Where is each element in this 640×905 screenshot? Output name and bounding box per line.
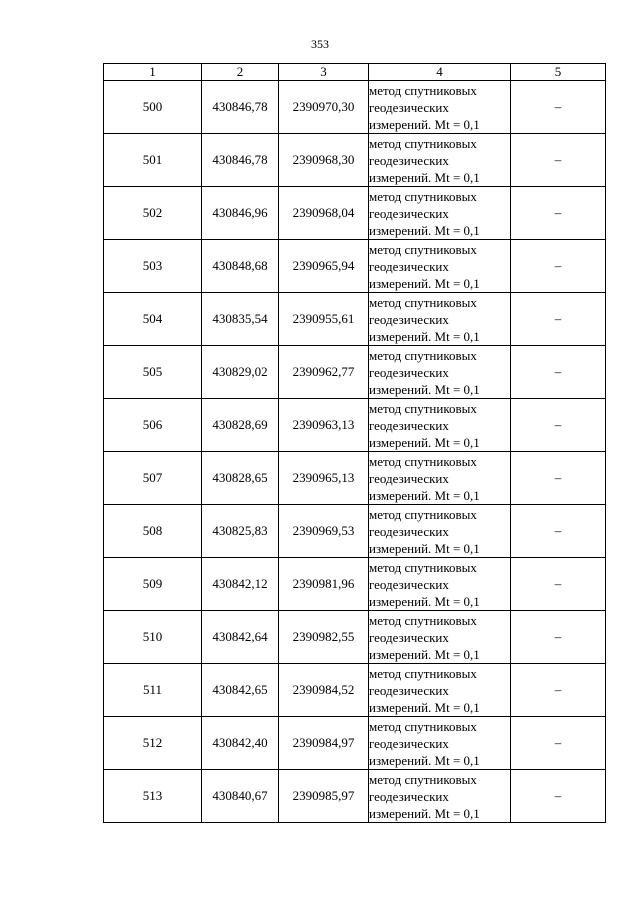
table-row	[104, 452, 606, 505]
point-number-cell: 500	[104, 81, 202, 134]
y-coordinate-cell: 2390984,52	[279, 664, 369, 717]
table-row	[104, 770, 606, 823]
method-line: метод спутниковых	[369, 771, 477, 787]
note-cell: –	[511, 717, 606, 770]
method-cell	[369, 452, 511, 505]
table-row	[104, 558, 606, 611]
method-line: метод спутниковых	[369, 135, 477, 151]
table-row	[104, 187, 606, 240]
x-coordinate-cell: 430835,54	[202, 293, 279, 346]
x-coordinate-cell: 430848,68	[202, 240, 279, 293]
table-row	[104, 293, 606, 346]
note-cell: –	[511, 81, 606, 134]
table-row	[104, 134, 606, 187]
method-cell	[369, 240, 511, 293]
method-line: измерений. Mt = 0,1	[369, 169, 480, 185]
y-coordinate-cell: 2390963,13	[279, 399, 369, 452]
method-line: измерений. Mt = 0,1	[369, 222, 480, 238]
method-cell	[369, 558, 511, 611]
note-cell: –	[511, 452, 606, 505]
note-cell: –	[511, 399, 606, 452]
x-coordinate-cell: 430825,83	[202, 505, 279, 558]
coordinates-table	[103, 63, 606, 823]
point-number-cell: 502	[104, 187, 202, 240]
table-row	[104, 664, 606, 717]
x-coordinate-cell: 430829,02	[202, 346, 279, 399]
point-number-cell: 508	[104, 505, 202, 558]
note-cell: –	[511, 293, 606, 346]
point-number-cell: 507	[104, 452, 202, 505]
x-coordinate-cell: 430846,78	[202, 134, 279, 187]
y-coordinate-cell: 2390981,96	[279, 558, 369, 611]
x-coordinate-cell: 430842,65	[202, 664, 279, 717]
note-cell: –	[511, 240, 606, 293]
method-line: геодезических	[369, 682, 449, 698]
method-line: метод спутниковых	[369, 665, 477, 681]
table-body	[104, 81, 606, 823]
method-line: геодезических	[369, 735, 449, 751]
y-coordinate-cell: 2390970,30	[279, 81, 369, 134]
header-col-5: 5	[511, 64, 606, 81]
method-line: геодезических	[369, 523, 449, 539]
method-line: метод спутниковых	[369, 241, 477, 257]
table-row	[104, 240, 606, 293]
method-line: геодезических	[369, 152, 449, 168]
table-row	[104, 346, 606, 399]
table-row	[104, 717, 606, 770]
method-line: измерений. Mt = 0,1	[369, 434, 480, 450]
x-coordinate-cell: 430828,69	[202, 399, 279, 452]
y-coordinate-cell: 2390969,53	[279, 505, 369, 558]
method-line: измерений. Mt = 0,1	[369, 752, 480, 768]
note-cell: –	[511, 664, 606, 717]
method-line: измерений. Mt = 0,1	[369, 540, 480, 556]
method-line: измерений. Mt = 0,1	[369, 487, 480, 503]
point-number-cell: 512	[104, 717, 202, 770]
x-coordinate-cell: 430840,67	[202, 770, 279, 823]
method-line: метод спутниковых	[369, 453, 477, 469]
x-coordinate-cell: 430846,96	[202, 187, 279, 240]
method-cell	[369, 505, 511, 558]
note-cell: –	[511, 611, 606, 664]
method-line: метод спутниковых	[369, 612, 477, 628]
method-cell	[369, 399, 511, 452]
point-number-cell: 506	[104, 399, 202, 452]
x-coordinate-cell: 430842,12	[202, 558, 279, 611]
method-line: геодезических	[369, 417, 449, 433]
y-coordinate-cell: 2390965,94	[279, 240, 369, 293]
method-cell	[369, 664, 511, 717]
x-coordinate-cell: 430842,40	[202, 717, 279, 770]
note-cell: –	[511, 134, 606, 187]
point-number-cell: 504	[104, 293, 202, 346]
y-coordinate-cell: 2390955,61	[279, 293, 369, 346]
y-coordinate-cell: 2390985,97	[279, 770, 369, 823]
header-col-2: 2	[202, 64, 279, 81]
note-cell: –	[511, 558, 606, 611]
method-line: геодезических	[369, 788, 449, 804]
method-line: геодезических	[369, 629, 449, 645]
method-line: геодезических	[369, 311, 449, 327]
table-header-row	[104, 64, 606, 81]
point-number-cell: 513	[104, 770, 202, 823]
method-line: метод спутниковых	[369, 82, 477, 98]
y-coordinate-cell: 2390984,97	[279, 717, 369, 770]
method-line: измерений. Mt = 0,1	[369, 116, 480, 132]
note-cell: –	[511, 505, 606, 558]
x-coordinate-cell: 430828,65	[202, 452, 279, 505]
method-line: геодезических	[369, 576, 449, 592]
header-col-1: 1	[104, 64, 202, 81]
method-line: метод спутниковых	[369, 559, 477, 575]
method-line: метод спутниковых	[369, 294, 477, 310]
method-cell	[369, 187, 511, 240]
table-row	[104, 611, 606, 664]
y-coordinate-cell: 2390962,77	[279, 346, 369, 399]
method-line: геодезических	[369, 364, 449, 380]
method-line: метод спутниковых	[369, 347, 477, 363]
table-row	[104, 505, 606, 558]
point-number-cell: 501	[104, 134, 202, 187]
method-cell	[369, 134, 511, 187]
y-coordinate-cell: 2390965,13	[279, 452, 369, 505]
note-cell: –	[511, 770, 606, 823]
point-number-cell: 510	[104, 611, 202, 664]
header-col-3: 3	[279, 64, 369, 81]
method-line: метод спутниковых	[369, 188, 477, 204]
table-row	[104, 81, 606, 134]
method-line: метод спутниковых	[369, 506, 477, 522]
method-cell	[369, 81, 511, 134]
header-col-4: 4	[369, 64, 511, 81]
method-cell	[369, 717, 511, 770]
method-line: измерений. Mt = 0,1	[369, 646, 480, 662]
method-line: геодезических	[369, 258, 449, 274]
method-cell	[369, 293, 511, 346]
method-cell	[369, 770, 511, 823]
x-coordinate-cell: 430846,78	[202, 81, 279, 134]
method-cell	[369, 346, 511, 399]
method-line: геодезических	[369, 99, 449, 115]
note-cell: –	[511, 187, 606, 240]
method-line: измерений. Mt = 0,1	[369, 805, 480, 821]
y-coordinate-cell: 2390968,04	[279, 187, 369, 240]
method-line: геодезических	[369, 205, 449, 221]
method-line: измерений. Mt = 0,1	[369, 593, 480, 609]
point-number-cell: 505	[104, 346, 202, 399]
method-cell	[369, 611, 511, 664]
x-coordinate-cell: 430842,64	[202, 611, 279, 664]
method-line: измерений. Mt = 0,1	[369, 328, 480, 344]
method-line: метод спутниковых	[369, 718, 477, 734]
point-number-cell: 503	[104, 240, 202, 293]
page-number: 353	[311, 37, 329, 51]
method-line: геодезических	[369, 470, 449, 486]
method-line: измерений. Mt = 0,1	[369, 275, 480, 291]
method-line: измерений. Mt = 0,1	[369, 381, 480, 397]
y-coordinate-cell: 2390982,55	[279, 611, 369, 664]
method-line: измерений. Mt = 0,1	[369, 699, 480, 715]
y-coordinate-cell: 2390968,30	[279, 134, 369, 187]
point-number-cell: 509	[104, 558, 202, 611]
note-cell: –	[511, 346, 606, 399]
point-number-cell: 511	[104, 664, 202, 717]
table-row	[104, 399, 606, 452]
method-line: метод спутниковых	[369, 400, 477, 416]
